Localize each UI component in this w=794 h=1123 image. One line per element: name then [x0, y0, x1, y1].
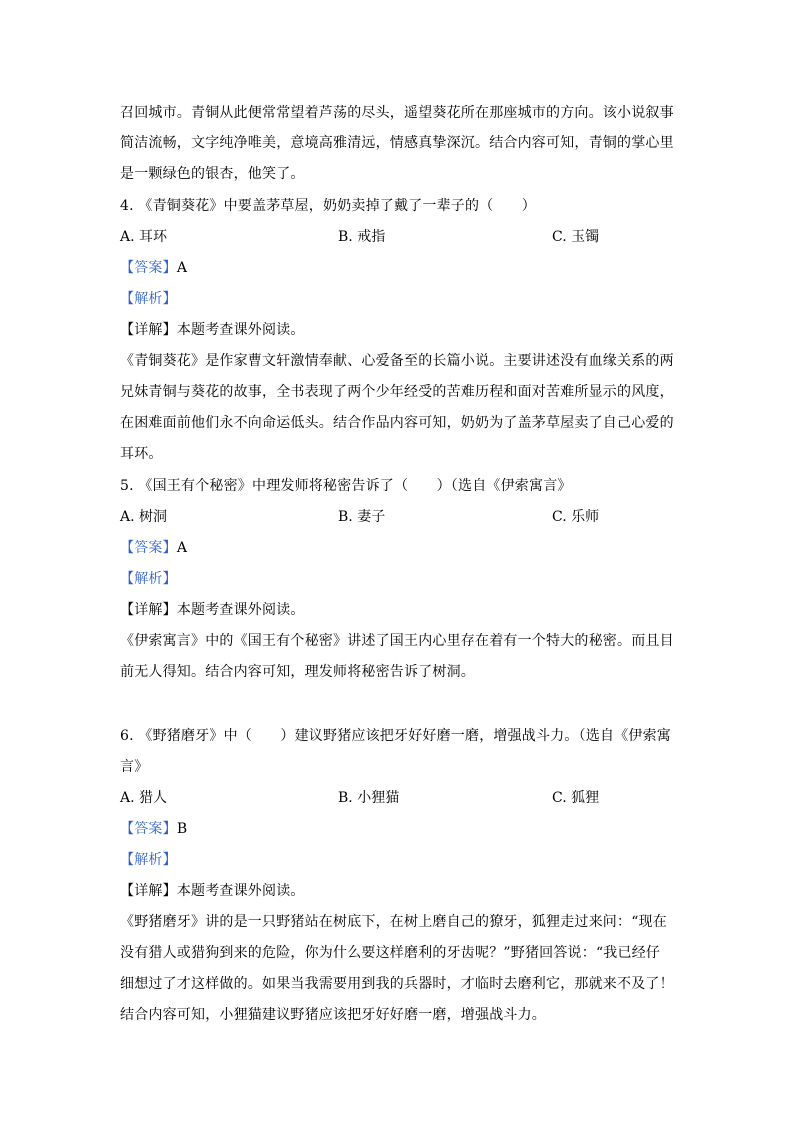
text-line: 是一颗绿色的银杏，他笑了。: [120, 166, 305, 182]
answer-label: 【答案】: [120, 821, 177, 837]
explain-line: 结合内容可知，小狸猫建议野猪应该把牙好好磨一磨，增强战斗力。: [120, 1007, 546, 1023]
question-6-cont: 言》: [120, 759, 149, 775]
explain-line: 没有猎人或猎狗到来的危险，你为什么要这样磨利的牙齿呢？”野猪回答说：“我已经仔: [120, 945, 661, 961]
answer-value: B: [176, 821, 188, 837]
explain-line: 《青铜葵花》是作家曹文轩激情奉献、心爱备至的长篇小说。主要讲述没有血缘关系的两: [120, 353, 674, 369]
option-b: B. 小狸猫: [338, 790, 400, 806]
detail-line: [120, 600, 305, 620]
question-4: 4. 《青铜葵花》中要盖茅草屋，奶奶卖掉了戴了一辈子的（ ）: [120, 198, 537, 214]
text-line: 简洁流畅，文字纯净唯美，意境高雅清远，情感真挚深沉。结合内容可知，青铜的掌心里: [120, 135, 674, 151]
analysis-tag: 【解析】: [120, 852, 177, 868]
detail-line: [120, 881, 305, 901]
option-a: A. 耳环: [120, 229, 168, 245]
answer-value: A: [176, 260, 188, 276]
detail-label: 【详解】: [120, 883, 177, 899]
analysis-label: [120, 289, 177, 309]
explain-line: 兄妹青铜与葵花的故事，全书表现了两个少年经受的苦难历程和面对苦难所显示的风度，: [120, 384, 674, 400]
detail-label: 【详解】: [120, 322, 177, 338]
explain-line: 前无人得知。结合内容可知，理发师将秘密告诉了树洞。: [120, 664, 475, 680]
detail-text: 本题考查课外阅读。: [176, 322, 305, 338]
text-line: 召回城市。青铜从此便常常望着芦荡的尽头，遥望葵花所在那座城市的方向。该小说叙事: [120, 105, 674, 121]
analysis-label: [120, 850, 177, 870]
option-c: C. 玉镯: [552, 229, 600, 245]
option-b: B. 戒指: [338, 229, 386, 245]
explain-line: 《伊索寓言》中的《国王有个秘密》讲述了国王内心里存在着有一个特大的秘密。而且目: [120, 633, 674, 649]
option-a: A. 猎人: [120, 790, 168, 806]
explain-line: 在困难面前他们永不向命运低头。结合作品内容可知，奶奶为了盖茅草屋卖了自己心爱的: [120, 415, 674, 431]
detail-label: 【详解】: [120, 602, 177, 618]
answer-line: [120, 819, 187, 839]
detail-text: 本题考查课外阅读。: [176, 883, 305, 899]
option-c: C. 狐狸: [552, 790, 600, 806]
explain-line: 耳环。: [120, 446, 163, 462]
analysis-tag: 【解析】: [120, 571, 177, 587]
answer-line: [120, 258, 187, 278]
option-c: C. 乐师: [552, 509, 600, 525]
answer-line: [120, 538, 187, 558]
analysis-label: [120, 569, 177, 589]
detail-line: [120, 320, 305, 340]
question-6: 6. 《野猪磨牙》中（ ）建议野猪应该把牙好好磨一磨，增强战斗力。（选自《伊索寓: [120, 728, 672, 744]
question-5: 5. 《国王有个秘密》中理发师将秘密告诉了（ ）（选自《伊索寓言》: [120, 478, 572, 494]
option-b: B. 妻子: [338, 509, 386, 525]
explain-line: 细想过了才这样做的。如果当我需要用到我的兵器时，才临时去磨利它，那就来不及了！: [120, 976, 674, 992]
explain-line: 《野猪磨牙》讲的是一只野猪站在树底下，在树上磨自己的獠牙，狐狸走过来问：“现在: [120, 914, 667, 930]
answer-value: A: [176, 540, 188, 556]
detail-text: 本题考查课外阅读。: [176, 602, 305, 618]
answer-label: 【答案】: [120, 540, 177, 556]
answer-label: 【答案】: [120, 260, 177, 276]
analysis-tag: 【解析】: [120, 291, 177, 307]
option-a: A. 树洞: [120, 509, 168, 525]
